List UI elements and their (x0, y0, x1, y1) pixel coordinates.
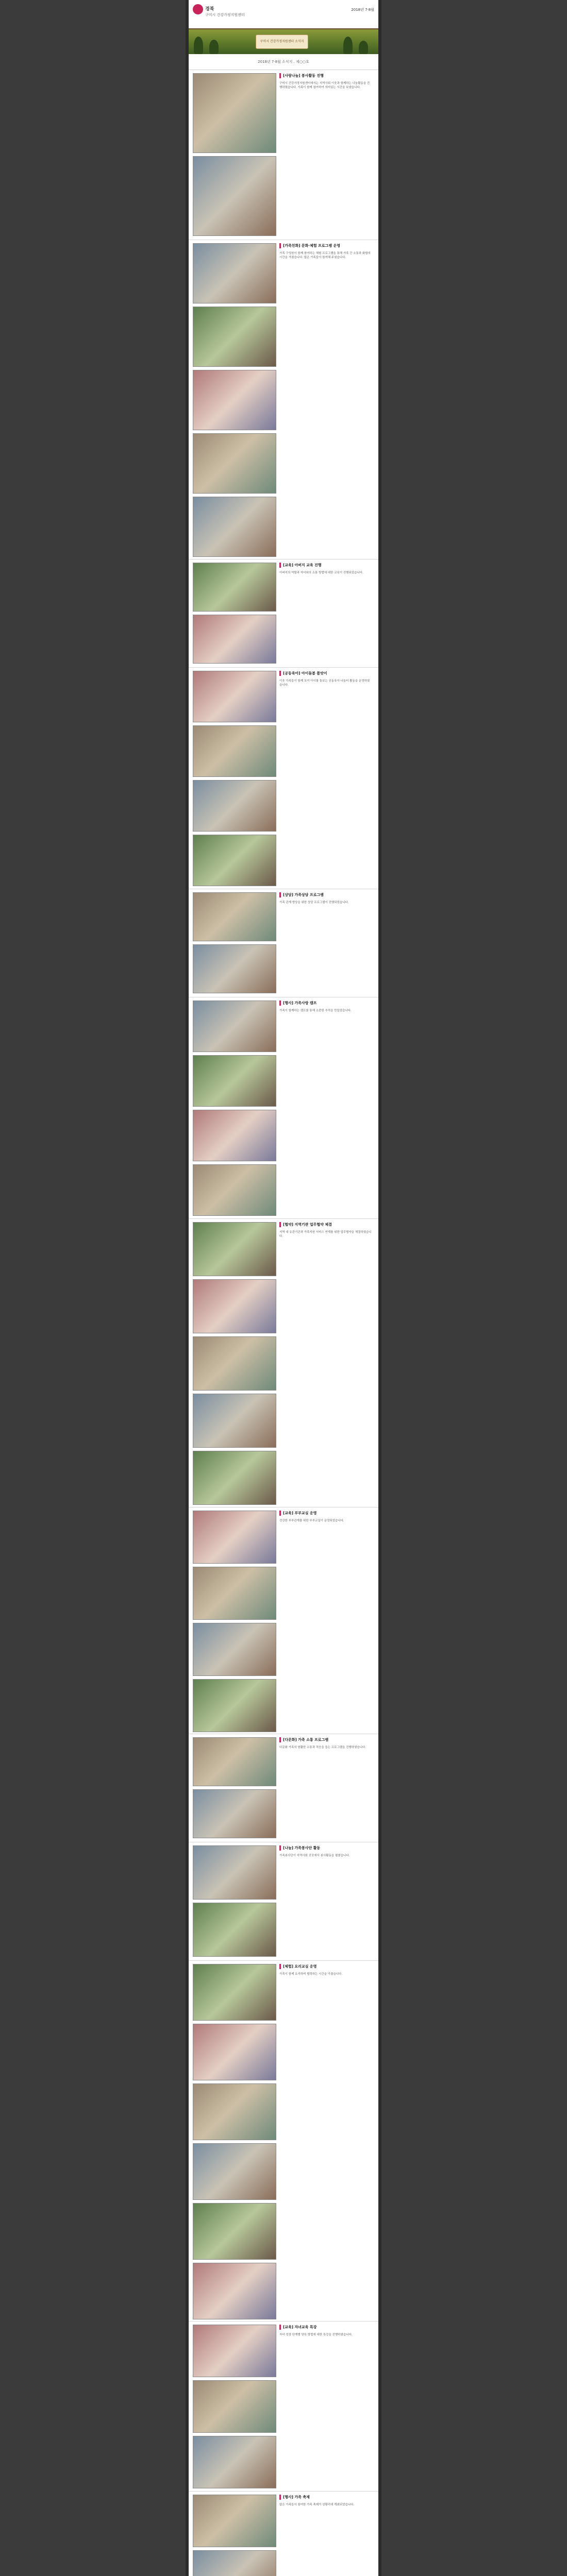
article-photo (193, 1451, 276, 1505)
article-body: 가족봉사단이 지역사회 곳곳에서 봉사활동을 펼쳤습니다. (279, 1854, 350, 1857)
article-title[interactable]: [행사] 가족 축제 (279, 2495, 372, 2500)
article-title[interactable]: [교육] 자녀교육 특강 (279, 2325, 372, 2330)
article-photo (193, 307, 276, 367)
issue-subtitle: 2018년 7·8월 소식지 ․ 제○○호 (258, 60, 309, 64)
article-title[interactable]: [교육] 부부교실 운영 (279, 1511, 372, 1516)
article-photo (193, 2436, 276, 2488)
article-photo (193, 1737, 276, 1786)
article-item (189, 889, 378, 997)
article-photo (193, 2325, 276, 2377)
article-photo (193, 780, 276, 832)
article-photo (193, 835, 276, 886)
article-photo (193, 497, 276, 557)
article-photo (193, 1845, 276, 1900)
article-body: 가족이 함께 요리하며 협력하는 시간을 가졌습니다. (279, 1973, 343, 1976)
article-photo (193, 892, 276, 941)
article-photos (193, 2495, 275, 2576)
article-photo (193, 1789, 276, 1838)
article-photo (193, 1279, 276, 1333)
tree-icon (209, 40, 219, 54)
article-photos (193, 892, 275, 996)
masthead (189, 0, 378, 29)
article-photo (193, 73, 276, 153)
article-photo (193, 2024, 276, 2080)
article-photo (193, 433, 276, 494)
article-photo (193, 1679, 276, 1732)
article-title[interactable]: [가족친화] 문화·체험 프로그램 운영 (279, 243, 372, 248)
article-item (189, 1507, 378, 1734)
article-text (279, 1511, 372, 1523)
article-title[interactable]: [다문화] 가족 소통 프로그램 (279, 1737, 372, 1742)
center-logo-icon (193, 4, 203, 14)
article-body: 자녀 성장 단계별 양육 방법에 대한 특강을 진행하였습니다. (279, 2333, 353, 2336)
article-text (279, 563, 372, 575)
article-item (189, 560, 378, 668)
article-photo (193, 725, 276, 777)
article-photos (193, 1964, 275, 2323)
article-title[interactable]: [사랑나눔] 봉사활동 진행 (279, 73, 372, 78)
article-photo (193, 2203, 276, 2260)
article-text (279, 1001, 372, 1013)
article-photo (193, 1964, 276, 2021)
issue-subtitle-bar (189, 54, 378, 70)
article-photo (193, 156, 276, 236)
article-title[interactable]: [체험] 요리교실 운영 (279, 1964, 372, 1969)
article-item (189, 70, 378, 240)
article-item (189, 1219, 378, 1507)
article-photo (193, 944, 276, 993)
article-photo (193, 1567, 276, 1620)
article-text (279, 1737, 372, 1750)
article-photo (193, 671, 276, 722)
article-title[interactable]: [행사] 가족사랑 캠프 (279, 1001, 372, 1006)
article-photo (193, 243, 276, 303)
article-photo (193, 2380, 276, 2433)
article-text (279, 243, 372, 260)
article-photos (193, 1222, 275, 1508)
article-photo (193, 1336, 276, 1391)
article-item (189, 2321, 378, 2492)
article-title[interactable]: [협약] 지역기관 업무협약 체결 (279, 1222, 372, 1227)
article-photos (193, 1511, 275, 1735)
article-photos (193, 1001, 275, 1219)
article-photos (193, 563, 275, 667)
article-item (189, 240, 378, 560)
article-photo (193, 1164, 276, 1216)
article-body: 많은 가족들이 참여한 가족 축제가 성황리에 개최되었습니다. (279, 2503, 355, 2506)
article-photo (193, 1903, 276, 1957)
article-body: 가족 구성원이 함께 참여하는 체험 프로그램을 통해 가족 간 소통과 화합의 시간을 가졌습니다. 많은 가족들이 참여해 주셨습니다. (279, 252, 371, 259)
article-text (279, 1222, 372, 1239)
article-title[interactable]: [교육] 아버지 교육 진행 (279, 563, 372, 568)
article-photo (193, 370, 276, 430)
hero-badge: 구미시 건강가정지원센터 소식지 (256, 35, 308, 49)
article-body: 지역 내 유관기관과 가족지원 서비스 연계를 위한 업무협약을 체결하였습니다. (279, 1231, 372, 1238)
article-text (279, 1845, 372, 1858)
article-item (189, 668, 378, 889)
article-photo (193, 1110, 276, 1161)
tree-icon (359, 41, 368, 54)
article-photo (193, 2550, 276, 2576)
article-body: 구미시 건강가정지원센터에서는 지역사회 이웃과 함께하는 나눔활동을 진행하였습니다. 가족이 함께 참여하여 의미있는 시간을 보냈습니다. (279, 82, 370, 89)
article-photos (193, 1845, 275, 1960)
article-title[interactable]: [공동육아] 아이돌봄 품앗이 (279, 671, 372, 676)
tree-icon (194, 37, 203, 54)
article-photos (193, 671, 275, 889)
article-photo (193, 1394, 276, 1448)
article-body: 가족 관계 향상을 위한 상담 프로그램이 진행되었습니다. (279, 901, 349, 904)
article-body: 다문화 가족의 원활한 소통과 적응을 돕는 프로그램을 진행하였습니다. (279, 1746, 366, 1749)
article-text (279, 892, 372, 905)
brand-name: 경북 (205, 7, 214, 12)
article-text (279, 1964, 372, 1976)
article-photo (193, 2143, 276, 2200)
article-body: 이웃 가족들이 함께 모여 아이를 돌보는 공동육아 나눔터 활동을 운영하였습니다. (279, 680, 370, 687)
article-photos (193, 2325, 275, 2492)
article-photos (193, 73, 275, 239)
article-item (189, 2492, 378, 2576)
article-item (189, 1734, 378, 1842)
article-photo (193, 1001, 276, 1052)
brand-subtitle: 구미시 건강가정지원센터 (205, 13, 245, 17)
article-photo (193, 2495, 276, 2547)
article-item (189, 1961, 378, 2321)
article-photos (193, 243, 275, 560)
article-photo (193, 1623, 276, 1676)
article-photo (193, 1511, 276, 1564)
article-body: 아버지의 역할과 자녀와의 소통 방법에 대한 교육이 진행되었습니다. (279, 571, 363, 574)
article-photo (193, 2263, 276, 2319)
article-photo (193, 563, 276, 612)
newsletter-page (186, 0, 381, 2576)
article-item (189, 1842, 378, 1961)
article-text (279, 2325, 372, 2337)
article-photos (193, 1737, 275, 1841)
tree-icon (343, 37, 353, 54)
article-photo (193, 2083, 276, 2140)
issue-date: 2018년 7·8월 (351, 8, 374, 12)
article-body: 건강한 부부관계를 위한 부부교실이 운영되었습니다. (279, 1519, 344, 1522)
article-photo (193, 1222, 276, 1276)
article-photo (193, 1055, 276, 1107)
article-text (279, 2495, 372, 2507)
article-text (279, 671, 372, 687)
article-title[interactable]: [상담] 가족상담 프로그램 (279, 892, 372, 897)
article-title[interactable]: [나눔] 가족봉사단 활동 (279, 1845, 372, 1851)
article-list (189, 70, 378, 2576)
article-body: 가족이 함께하는 캠프를 통해 소중한 추억을 만들었습니다. (279, 1009, 352, 1012)
article-photo (193, 615, 276, 664)
hero-banner (189, 29, 378, 54)
article-item (189, 997, 378, 1219)
article-text (279, 73, 372, 90)
